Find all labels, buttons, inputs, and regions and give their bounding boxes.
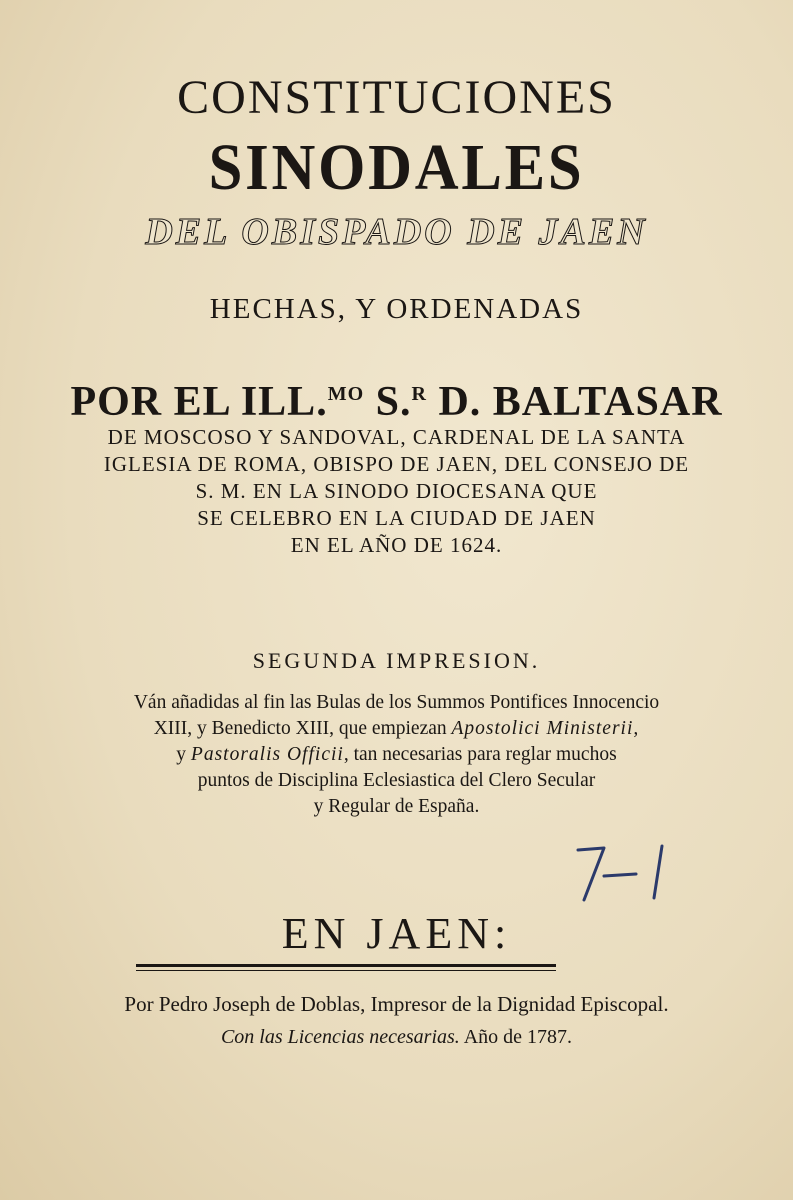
author-sup-2: R [411, 383, 427, 405]
printer: Por Pedro Joseph de Doblas, Impresor de la Dignidad Episcopal. [124, 992, 669, 1016]
author-prefix: POR EL ILL. [70, 379, 328, 425]
description-line: DE MOSCOSO Y SANDOVAL, CARDENAL DE LA SANTA [107, 425, 686, 449]
title-line-3: DEL OBISPADO DE JAEN [145, 211, 648, 253]
description-line: SE CELEBRO EN LA CIUDAD DE JAEN [197, 506, 596, 530]
note-text: XIII, y Benedicto XIII, que empiezan [153, 718, 452, 739]
note-italic: Apostolici Ministerii, [451, 718, 640, 739]
description-line: EN EL AÑO DE 1624. [290, 533, 503, 557]
note-line [50, 716, 743, 742]
author-mid: S. [375, 379, 412, 425]
note-line [50, 742, 743, 768]
divider [136, 970, 556, 971]
author-name: D. BALTASAR [438, 379, 723, 425]
note-line: y Regular de España. [313, 796, 480, 817]
note-line: puntos de Disciplina Eclesiastica del Clero Secular [197, 770, 596, 791]
divider [136, 964, 556, 967]
description [40, 424, 753, 559]
note [50, 690, 743, 820]
subtitle: HECHAS, Y ORDENADAS [209, 293, 584, 325]
title-line-1: CONSTITUCIONES [177, 71, 616, 124]
description-line: IGLESIA DE ROMA, OBISPO DE JAEN, DEL CONSEJO DE [103, 452, 690, 476]
place: EN JAEN: [281, 909, 512, 958]
license-year: Año de 1787. [463, 1026, 573, 1048]
note-text: y [176, 744, 191, 765]
description-line: S. M. EN LA SINODO DIOCESANA QUE [195, 479, 598, 503]
note-italic: Pastoralis Officii [190, 744, 344, 765]
license-italic: Con las Licencias necesarias. [220, 1026, 460, 1048]
handwritten-shelfmark [570, 842, 680, 904]
author-line [0, 378, 793, 426]
license-line [0, 1026, 793, 1049]
edition: SEGUNDA IMPRESION. [252, 648, 541, 673]
note-text: , tan necesarias para reglar muchos [343, 744, 617, 765]
note-line: Ván añadidas al fin las Bulas de los Summos Pontifices Innocencio [133, 692, 660, 713]
title-line-2: SINODALES [208, 131, 585, 204]
author-sup-1: MO [327, 383, 365, 405]
